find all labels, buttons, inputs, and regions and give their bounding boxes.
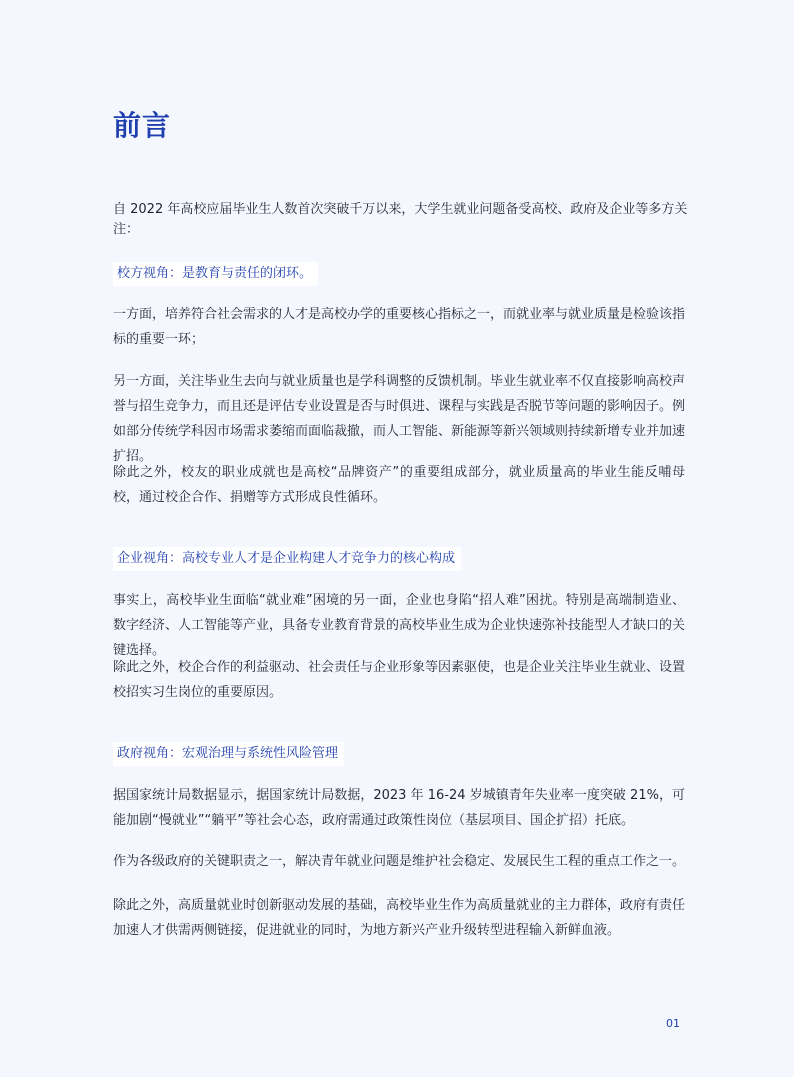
government-paragraph-1: 据国家统计局数据显示，据国家统计局数据，2023 年 16-24 岁城镇青年失业率一度突破 21%，可能加剧“慢就业”“躺平”等社会心态，政府需通过政策性岗位（基层项目、国企扩招）托底。 [113,788,685,828]
government-paragraph-2: 作为各级政府的关键职责之一，解决青年就业问题是维护社会稳定、发展民生工程的重点工作之一。 [113,854,686,869]
page-number: 01 [666,1017,680,1030]
page-title: 前言 [113,109,172,142]
school-paragraph-1: 一方面，培养符合社会需求的人才是高校办学的重要核心指标之一，而就业率与就业质量是检验该指标的重要一环； [113,307,686,347]
enterprise-paragraph-2: 除此之外，校企合作的利益驱动、社会责任与企业形象等因素驱使，也是企业关注毕业生就业、设置校招实习生岗位的重要原因。 [113,660,686,700]
section-label-enterprise: 企业视角：高校专业人才是企业构建人才竞争力的核心构成 [113,547,461,571]
section-label-school: 校方视角：是教育与责任的闭环。 [113,262,318,286]
government-paragraph-3: 除此之外，高质量就业时创新驱动发展的基础，高校毕业生作为高质量就业的主力群体，政府有责任加速人才供需两侧链接，促进就业的同时，为地方新兴产业升级转型进程输入新鲜血液。 [113,898,686,938]
school-paragraph-2: 另一方面，关注毕业生去向与就业质量也是学科调整的反馈机制。毕业生就业率不仅直接影响高校声誉与招生竞争力，而且还是评估专业设置是否与时俱进、课程与实践是否脱节等问题的影响因子。例如部分传统学科因市场需求萎缩而面临裁撤，而人工智能、新能源等新兴领域则持续新增专业并加速扩招。 [113,374,686,464]
school-paragraph-3: 除此之外，校友的职业成就也是高校“品牌资产”的重要组成部分，就业质量高的毕业生能反哺母校，通过校企合作、捐赠等方式形成良性循环。 [113,465,685,505]
intro-paragraph: 自 2022 年高校应届毕业生人数首次突破千万以来，大学生就业问题备受高校、政府及企业等多方关注： [113,202,688,237]
section-label-government: 政府视角：宏观治理与系统性风险管理 [113,742,344,766]
enterprise-paragraph-1: 事实上，高校毕业生面临“就业难”困境的另一面，企业也身陷“招人难”困扰。特别是高端制造业、数字经济、人工智能等产业，具备专业教育背景的高校毕业生成为企业快速弥补技能型人才缺口的关键选择。 [113,593,686,658]
